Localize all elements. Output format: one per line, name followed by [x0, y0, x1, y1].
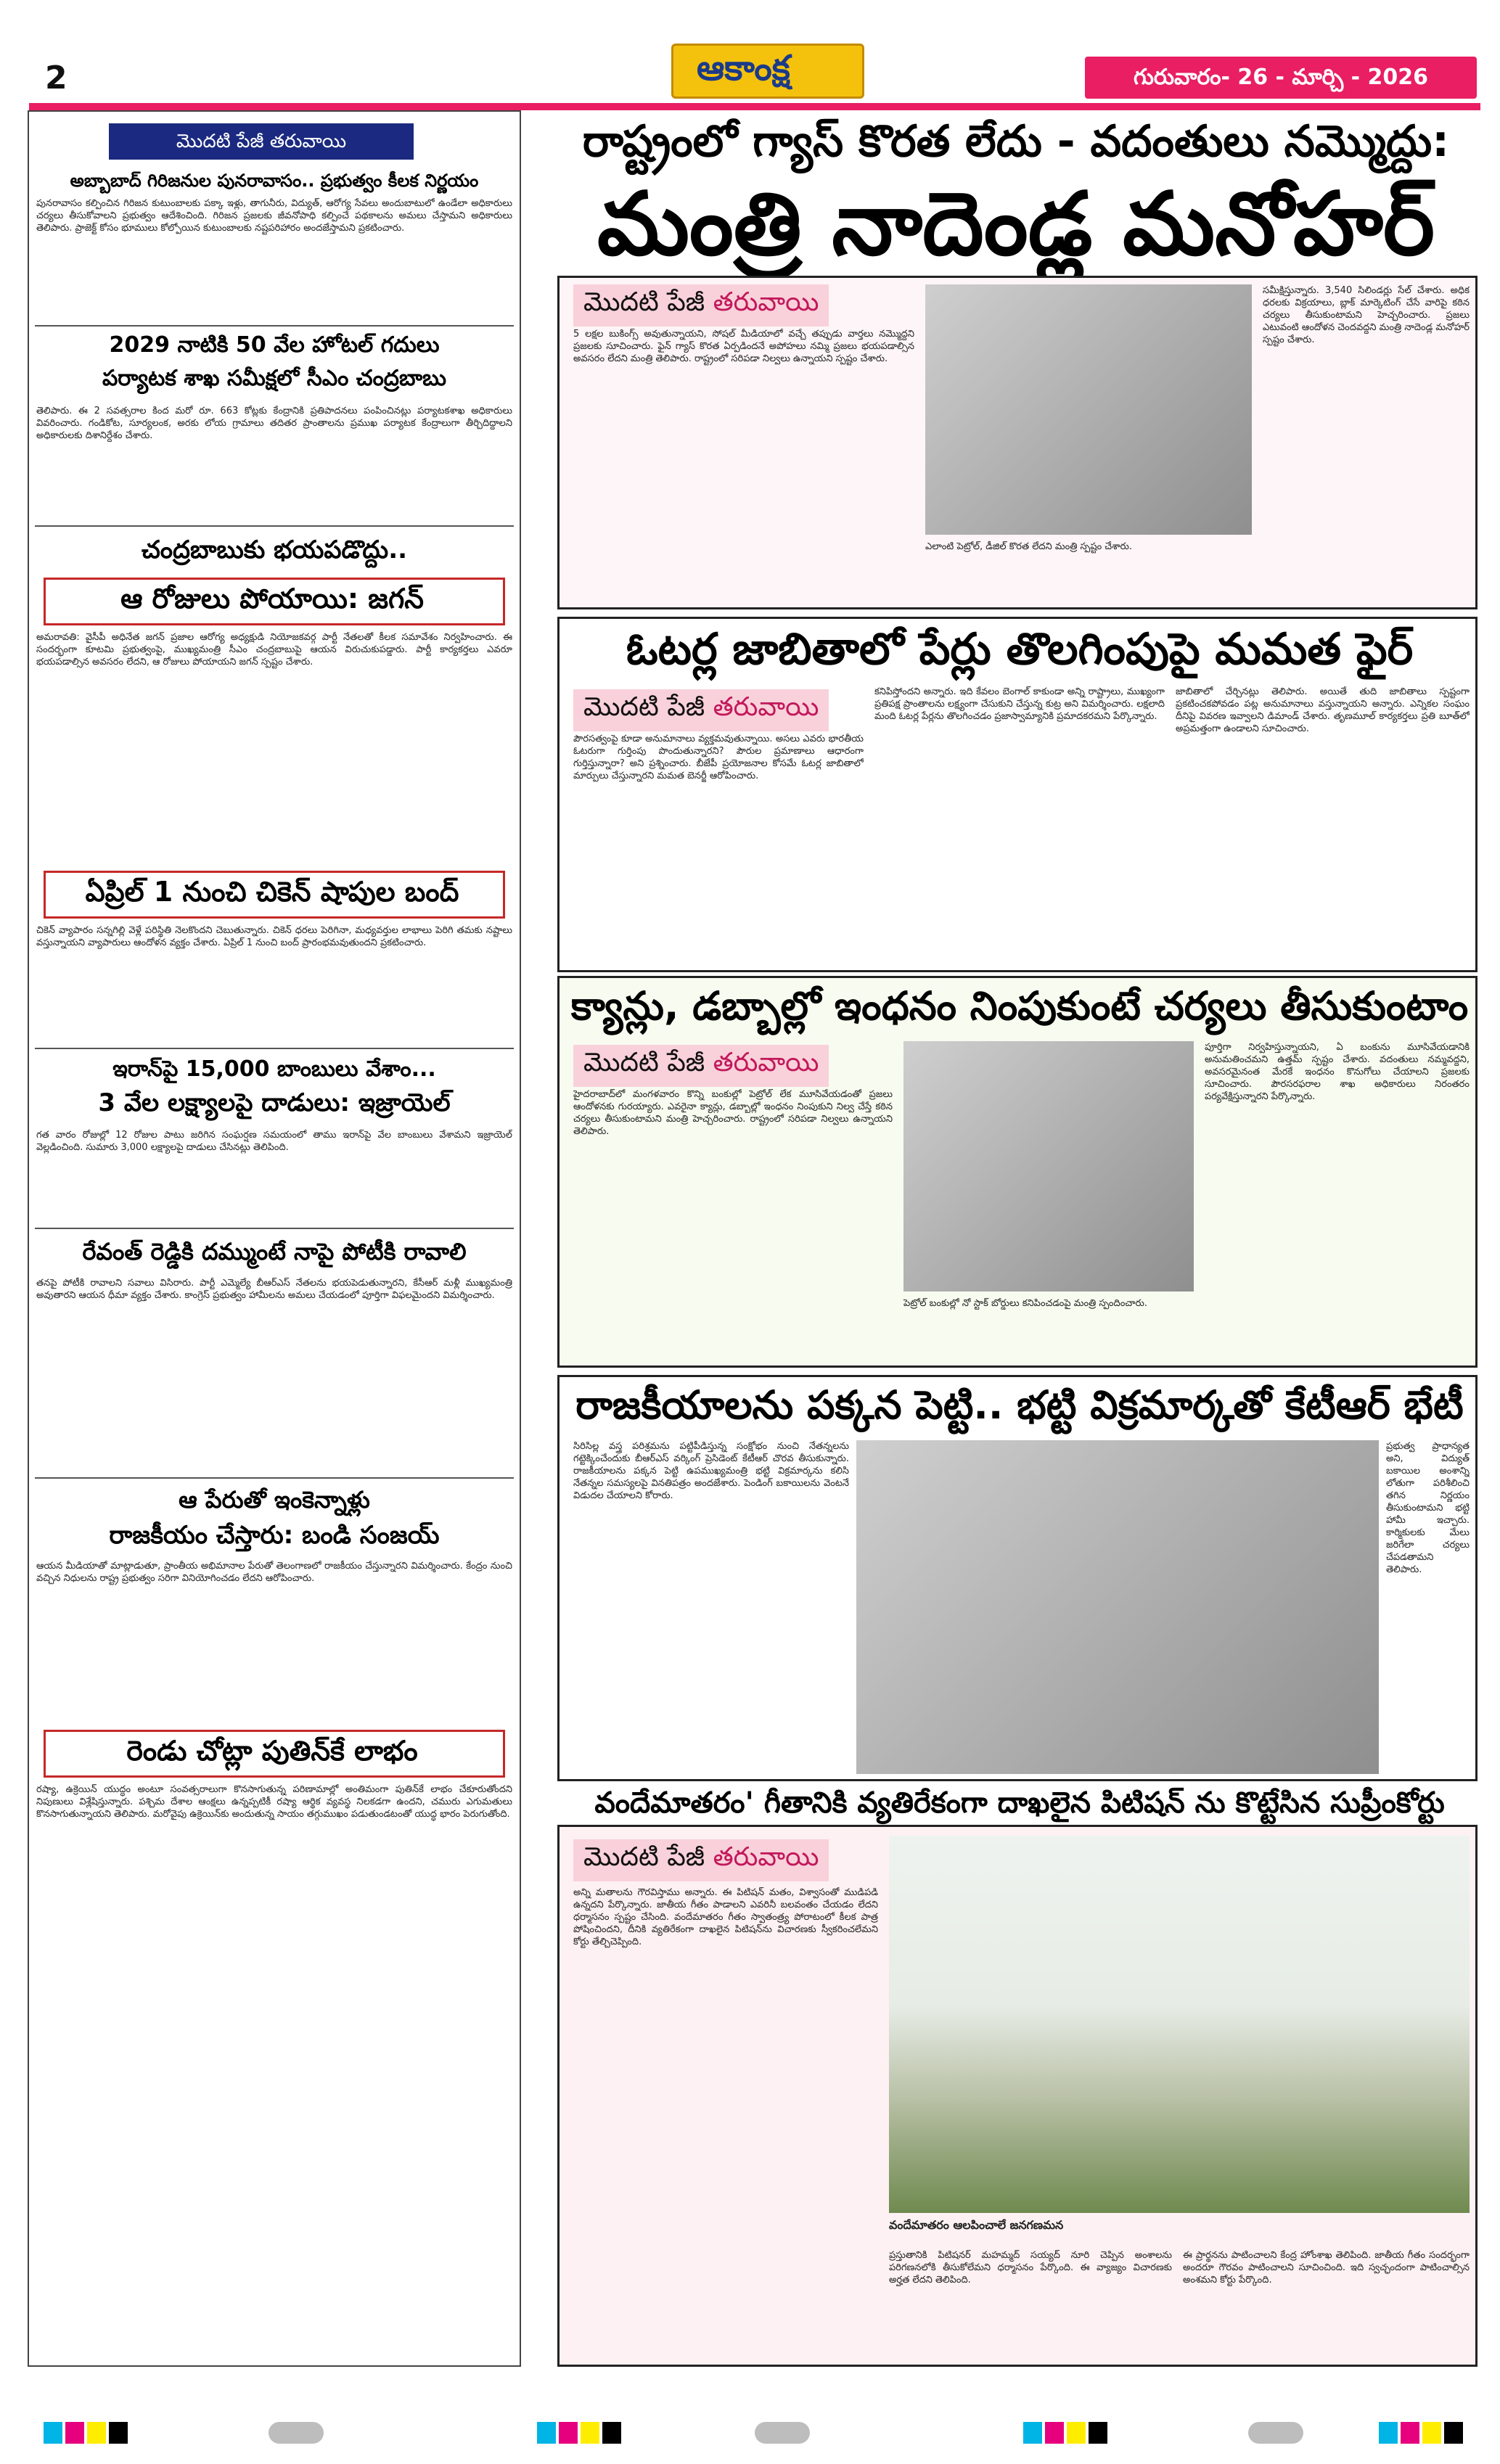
left-story7-title1: ఆ పేరుతో ఇంకెన్నాళ్లు: [179, 1486, 370, 1514]
story5-tag: [573, 1839, 829, 1881]
left-story6-body: తనపై పోటీకి రావాలని సవాలు విసిరారు. పార్టీ ఎమ్మెల్యే బీఆర్ఎస్ నేతలను భయపెడుతున్నారని, కేసీఆర్ మళ్లీ ముఖ్యమంత్రి అవుతారని ఆయన ధీమా వ్యక్తం చేశారు. కాంగ్రెస్ ప్రభుత్వం హామీలను అమలు చేయడంలో పూర్తిగా విఫలమైందని విమర్శించారు.: [36, 1278, 512, 1301]
story5-body-mid: ప్రస్తుతానికి పిటిషనర్ మహమ్మద్ సయ్యద్ నూరి చెప్పిన అంశాలను పరిగణనలోకి తీసుకోలేమని ధర్మాసనం పేర్కొంది. ఈ వ్యాజ్యం విచారణకు అర్హత లేదని తెలిపింది.: [889, 2250, 1172, 2286]
story1-tag: [573, 284, 829, 327]
story5-body-left: అన్ని మతాలను గౌరవిస్తాము అన్నారు. ఈ పిటిషన్ మతం, విశ్వాసంతో ముడిపడి ఉన్నదని పేర్కొన్నారు. జాతీయ గీతం పాడాలని ఎవరినీ బలవంతం చేయడం లేదని ధర్మాసనం స్పష్టం చేసింది. వందేమాతరం గీతం స్వాతంత్ర్య పోరాటంలో కీలక పాత్ర పోషించిందని, దీనికి వ్యతిరేకంగా దాఖలైన పిటిషన్‌ను విచారణకు స్వీకరించలేమని కోర్టు తేల్చిచెప్పింది.: [573, 1887, 878, 1947]
story3-body-right: పూర్తిగా నిర్వహిస్తున్నాయని, ఏ బంకును మూసివేయడానికి అనుమతించమని ఉత్తమ్ స్పష్టం చేశారు. వదంతులు నమ్మవద్దని, అవసరమైనంత మేరకే ఇంధనం కొనుగోలు చేయాలని ప్రజలకు సూచించారు. పౌరసరఫరాల శాఖ అధికారులు నిరంతరం పర్యవేక్షిస్తున్నారని పేర్కొన్నారు.: [1205, 1042, 1470, 1102]
story4-photo: [856, 1440, 1379, 1774]
story1-photo-caption: ఎలాంటి పెట్రోల్, డీజిల్ కొరత లేదని మంత్రి స్పష్టం చేశారు.: [925, 541, 1132, 552]
reg-cyan: [1379, 2422, 1398, 2444]
section-tag: మొదటి పేజీ తరువాయి: [109, 123, 414, 160]
color-bar-mid: [537, 2422, 621, 2444]
story2-tag-black: మొదటి పేజీ: [583, 692, 705, 722]
reg-cyan: [1023, 2422, 1042, 2444]
story3-photo: [903, 1041, 1194, 1291]
story2-body-col3: జాబితాలో చేర్చినట్లు తెలిపారు. అయితే తుది జాబితాలు స్పష్టంగా ప్రకటించకపోవడం పట్ల అనుమానాలు వస్తున్నాయని అన్నారు. ఎన్నికల సంఘం దీనిపై వివరణ ఇవ్వాలని డిమాండ్ చేశారు. తృణమూల్ కార్యకర్తలు ప్రతి బూత్‌లో అప్రమత్తంగా ఉండాలని సూచించారు.: [1176, 686, 1470, 734]
left-story7-body: ఆయన మీడియాతో మాట్లాడుతూ, ప్రాంతీయ అభిమానాల పేరుతో తెలంగాణలో రాజకీయం చేస్తున్నారని విమర్శించారు. కేంద్రం నుంచి వచ్చిన నిధులను రాష్ట్ర ప్రభుత్వం సరిగా వినియోగించడం లేదని ఆరోపించారు.: [36, 1561, 512, 1584]
left-story4-body: చికెన్ వ్యాపారం సన్నగిల్లి వెళ్లే పరిస్థితి నెలకొందని చెబుతున్నారు. చికెన్ ధరలు పెరిగినా, మధ్యవర్తుల లాభాలు పెరిగి తమకు నష్టాలు వస్తున్నాయని వ్యాపారులు ఆందోళన వ్యక్తం చేశారు. ఏప్రిల్ 1 నుంచి బంద్ ప్రారంభమవుతుందని ప్రకటించారు.: [36, 925, 512, 948]
divider: [35, 525, 514, 527]
masthead-title: ఆకాంక్ష: [697, 48, 790, 89]
story2-tag: [573, 689, 829, 731]
reg-pill: [269, 2422, 324, 2444]
reg-cyan: [44, 2422, 62, 2444]
reg-pill: [755, 2422, 810, 2444]
reg-black: [1444, 2422, 1463, 2444]
color-bar-right: [1023, 2422, 1107, 2444]
reg-yellow: [87, 2422, 106, 2444]
left-story4-box-title: ఏప్రిల్ 1 నుంచి చికెన్ షాపుల బంద్: [85, 876, 459, 908]
story5-headline: వందేమాతరం' గీతానికి వ్యతిరేకంగా దాఖలైన పిటిషన్ ను కొట్టేసిన సుప్రీంకోర్టు: [594, 1786, 1445, 1820]
story1-tag-black: మొదటి పేజీ: [583, 287, 705, 317]
divider: [35, 325, 514, 327]
reg-cyan: [537, 2422, 556, 2444]
divider: [35, 1228, 514, 1229]
reg-black: [1089, 2422, 1107, 2444]
left-story8-body: రష్యా, ఉక్రెయిన్ యుద్ధం అంటూ సంవత్సరాలుగా కొనసాగుతున్న పరిణామాల్లో అంతిమంగా పుతిన్‌కే లాభం చేకూరుతోందని నిపుణులు విశ్లేషిస్తున్నారు. పశ్చిమ దేశాల ఆంక్షలు ఉన్నప్పటికీ రష్యా ఆర్థిక వ్యవస్థ నిలకడగా ఉందని, చమురు ఎగుమతులు కొనసాగుతున్నాయని తెలిపారు. మరోవైపు ఉక్రెయిన్‌కు అందుతున్న సాయం తగ్గుముఖం పడుతుండటంతో యుద్ధ భారం పెరుగుతోంది.: [36, 1784, 512, 1820]
left-story1-title: అబ్బాబాద్ గిరిజనుల పునరావాసం.. ప్రభుత్వం కీలక నిర్ణయం: [70, 171, 479, 191]
left-story6-title: రేవంత్ రెడ్డికి దమ్ముంటే నాపై పోటీకి రావాలి: [82, 1238, 467, 1265]
reg-black: [109, 2422, 128, 2444]
left-story2-title2: పర్యాటక శాఖ సమీక్షలో సీఎం చంద్రబాబు: [102, 366, 447, 391]
story3-tag-black: మొదటి పేజీ: [583, 1048, 705, 1077]
story4-body-left: సిరిసిల్ల వస్త్ర పరిశ్రమను పట్టిపీడిస్తున్న సంక్షోభం నుంచి నేతన్నలను గట్టెక్కించేందుకు బీఆర్ఎస్ వర్కింగ్ ప్రెసిడెంట్ కేటీఆర్ చొరవ తీసుకున్నారు. రాజకీయాలను పక్కన పెట్టి ఉపముఖ్యమంత్రి భట్టి విక్రమార్కను కలిసి నేతన్నల సమస్యలపై వినతిపత్రం అందజేశారు. పెండింగ్ బకాయిలను వెంటనే విడుదల చేయాలని కోరారు.: [573, 1441, 849, 1501]
left-story3-box-title: ఆ రోజులు పోయాయి: జగన్: [120, 583, 424, 615]
left-story7-title2: రాజకీయం చేస్తారు: బండి సంజయ్: [109, 1521, 440, 1550]
left-story5-body: గత వారం రోజుల్లో 12 రోజుల పాటు జరిగిన సంఘర్షణ సమయంలో తాము ఇరాన్‌పై వేల బాంబులు వేశామని ఇజ్రాయెల్ వెల్లడించింది. సుమారు 3,000 లక్ష్యాలపై దాడులు చేసినట్లు తెలిపింది.: [36, 1130, 512, 1153]
story3-body-left: హైదరాబాద్‌లో మంగళవారం కొన్ని బంకుల్లో పెట్రోల్ లేక మూసివేయడంతో ప్రజలు ఆందోళనకు గురయ్యారు. ఎవరైనా క్యాన్లు, డబ్బాల్లో ఇంధనం నింపుకుని నిల్వ చేస్తే కఠిన చర్యలు తీసుకుంటామని మంత్రి హెచ్చరించారు. రాష్ట్రంలో సరిపడా నిల్వలు ఉన్నాయని తెలిపారు.: [573, 1089, 893, 1137]
story1-body-right: సమీక్షిస్తున్నారు. 3,540 సిలిండర్లు సేల్ చేశారు. అధిక ధరలకు విక్రయాలు, బ్లాక్ మార్కెటింగ్ చేసే వారిపై కఠిన చర్యలు తీసుకుంటామని హెచ్చరించారు. ప్రజలు ఎటువంటి ఆందోళన చెందవద్దని మంత్రి నాదెండ్ల మనోహర్ స్పష్టం చేశారు.: [1263, 285, 1470, 345]
reg-pill: [1248, 2422, 1303, 2444]
color-bar-left: [44, 2422, 128, 2444]
story2-body-col1: పౌరసత్వంపై కూడా అనుమానాలు వ్యక్తమవుతున్నాయి. అసలు ఎవరు భారతీయ ఓటరుగా గుర్తింపు పొందుతున్నారని? పౌరుల ప్రమాణాలు ఆధారంగా గుర్తిస్తున్నారా? అని ప్రశ్నించారు. బీజేపీ ప్రయోజనాల కోసమే ఓటర్ల జాబితాలో మార్పులు చేస్తున్నారని మమత బెనర్జీ ఆరోపించారు.: [573, 734, 864, 781]
reg-magenta: [1045, 2422, 1064, 2444]
left-story8-box-title: రెండు చోట్లా పుతిన్‌కే లాభం: [126, 1735, 418, 1767]
left-story3-title: చంద్రబాబుకు భయపడొద్దు..: [141, 535, 408, 564]
story2-headline: ఓటర్ల జాబితాలో పేర్లు తొలగింపుపై మమత ఫైర్: [626, 624, 1414, 675]
story5-photo-caption: వందేమాతరం ఆలపించాలే జనగణమన: [889, 2218, 1064, 2232]
reg-magenta: [1401, 2422, 1419, 2444]
story3-tag: [573, 1045, 829, 1087]
story5-tag-black: మొదటి పేజీ: [583, 1842, 705, 1872]
reg-magenta: [65, 2422, 84, 2444]
story1-body-left: 5 లక్షల బుకింగ్స్ అవుతున్నాయని, సోషల్ మీడియాలో వచ్చే తప్పుడు వార్తలు నమ్మొద్దని ప్రజలకు సూచించారు. ఫైన్ గ్యాస్ కొరత ఏర్పడిందనే అపోహలు నమ్మి ప్రజలు భయపడాల్సిన అవసరం లేదని మంత్రి తెలిపారు. రాష్ట్రంలో సరిపడా నిల్వలు ఉన్నాయని స్పష్టం చేశారు.: [573, 329, 914, 364]
story2-body-col2: కనిపిస్తోందని అన్నారు. ఇది కేవలం బెంగాల్ కాకుండా అన్ని రాష్ట్రాలు, ముఖ్యంగా ప్రతిపక్ష ప్రాంతాలను లక్ష్యంగా చేసుకుని చేస్తున్న కుట్ర అని విమర్శించారు. లక్షలాది మంది ఓటర్ల పేర్లను తొలగించడం ప్రజాస్వామ్యానికి ప్రమాదకరమని పేర్కొన్నారు.: [874, 686, 1165, 722]
story4-body-right: ప్రభుత్వ ప్రాధాన్యత అని, విద్యుత్ బకాయిల అంశాన్ని లోతుగా పరిశీలించి తగిన నిర్ణయం తీసుకుంటామని భట్టి హామీ ఇచ్చారు. కార్మికులకు మేలు జరిగేలా చర్యలు చేపడతామని తెలిపారు.: [1386, 1441, 1470, 1575]
left-story1-body: పునరావాసం కల్పించిన గిరిజన కుటుంబాలకు పక్కా ఇళ్లు, తాగునీరు, విద్యుత్, ఆరోగ్య సేవలు అందుబాటులో ఉండేలా అధికారులు చర్యలు తీసుకోవాలని ప్రభుత్వం ఆదేశించింది. గిరిజన ప్రజలకు జీవనోపాధి కల్పించే పథకాలను అమలు చేస్తామని అధికారులు తెలిపారు. ప్రాజెక్ట్ కోసం భూములు కోల్పోయిన కుటుంబాలకు నష్టపరిహారం అందజేస్తామని ప్రకటించారు.: [36, 198, 512, 234]
story3-tag-pink: తరువాయి: [713, 1048, 819, 1077]
left-story2-title1: 2029 నాటికి 50 వేల హోటల్ గదులు: [109, 332, 440, 358]
reg-yellow: [1067, 2422, 1086, 2444]
divider: [35, 1048, 514, 1049]
left-story5-title1: ఇరాన్‌పై 15,000 బాంబులు వేశాం...: [112, 1056, 436, 1082]
reg-yellow: [581, 2422, 599, 2444]
story5-body-right: ఈ ప్రార్థనను పాటించాలని కేంద్ర హోంశాఖ తెలిపింది. జాతీయ గీతం సందర్భంగా అందరూ గౌరవం పాటించాలని సూచించింది. ఇది స్వచ్ఛందంగా పాటించాల్సిన అంశమని కోర్టు పేర్కొంది.: [1183, 2250, 1470, 2286]
story1-tag-pink: తరువాయి: [713, 287, 819, 317]
story4-headline: రాజకీయాలను పక్కన పెట్టి.. భట్టి విక్రమార్కతో కేటీఆర్ భేటీ: [575, 1382, 1464, 1428]
story5-tag-pink: తరువాయి: [713, 1842, 819, 1872]
date-bar: గురువారం- 26 - మార్చి - 2026: [1085, 57, 1477, 99]
reg-yellow: [1422, 2422, 1441, 2444]
reg-magenta: [559, 2422, 578, 2444]
reg-black: [602, 2422, 621, 2444]
color-bar-far-right: [1379, 2422, 1463, 2444]
story1-photo: [925, 284, 1252, 535]
story1-headline1: రాష్ట్రంలో గ్యాస్ కొరత లేదు - వదంతులు నమ్మొద్దు:: [582, 116, 1450, 167]
divider: [35, 1477, 514, 1479]
story3-photo-caption: పెట్రోల్ బంకుల్లో నో స్టాక్ బోర్డులు కనిపించడంపై మంత్రి స్పందించారు.: [903, 1298, 1147, 1309]
story5-photo: [889, 1836, 1470, 2213]
page-number: 2: [45, 59, 67, 96]
story3-headline: క్యాన్లు, డబ్బాల్లో ఇంధనం నింపుకుంటే చర్యలు తీసుకుంటాం: [570, 983, 1469, 1029]
left-story2-body: తెలిపారు. ఈ 2 సవత్సరాల కింద మరో రూ. 663 కోట్లకు కేంద్రానికి ప్రతిపాదనలు పంపించినట్లు పర్యాటకశాఖ అధికారులు వివరించారు. గండికోట, సూర్యలంక, అరకు లోయ గ్రామాలు తదితర ప్రాంతాలను ప్రముఖ పర్యాటక కేంద్రాలుగా తీర్చిదిద్దాలని అధికారులకు దిశానిర్దేశం చేశారు.: [36, 406, 512, 441]
story2-tag-pink: తరువాయి: [713, 692, 819, 722]
header-rule: [29, 103, 1480, 110]
story1-headline2: మంత్రి నాదెండ్ల మనోహర్: [597, 174, 1435, 275]
left-story3-body: అమరావతి: వైసీపీ అధినేత జగన్ ప్రజాల ఆరోగ్య అధ్యక్షుడి నియోజకవర్గ పార్టీ నేతలతో కీలక సమావేశం నిర్వహించారు. ఈ సందర్భంగా కూటమి ప్రభుత్వంపై, ముఖ్యమంత్రి సీఎం చంద్రబాబుపై ఆయన విరుచుకుపడ్డారు. పార్టీ కార్యకర్తలు ఎవరూ భయపడాల్సిన అవసరం లేదని, ఆ రోజులు పోయాయని జగన్ స్పష్టం చేశారు.: [36, 632, 512, 668]
left-story5-title2: 3 వేల లక్ష్యాలపై దాడులు: ఇజ్రాయెల్: [98, 1088, 451, 1117]
